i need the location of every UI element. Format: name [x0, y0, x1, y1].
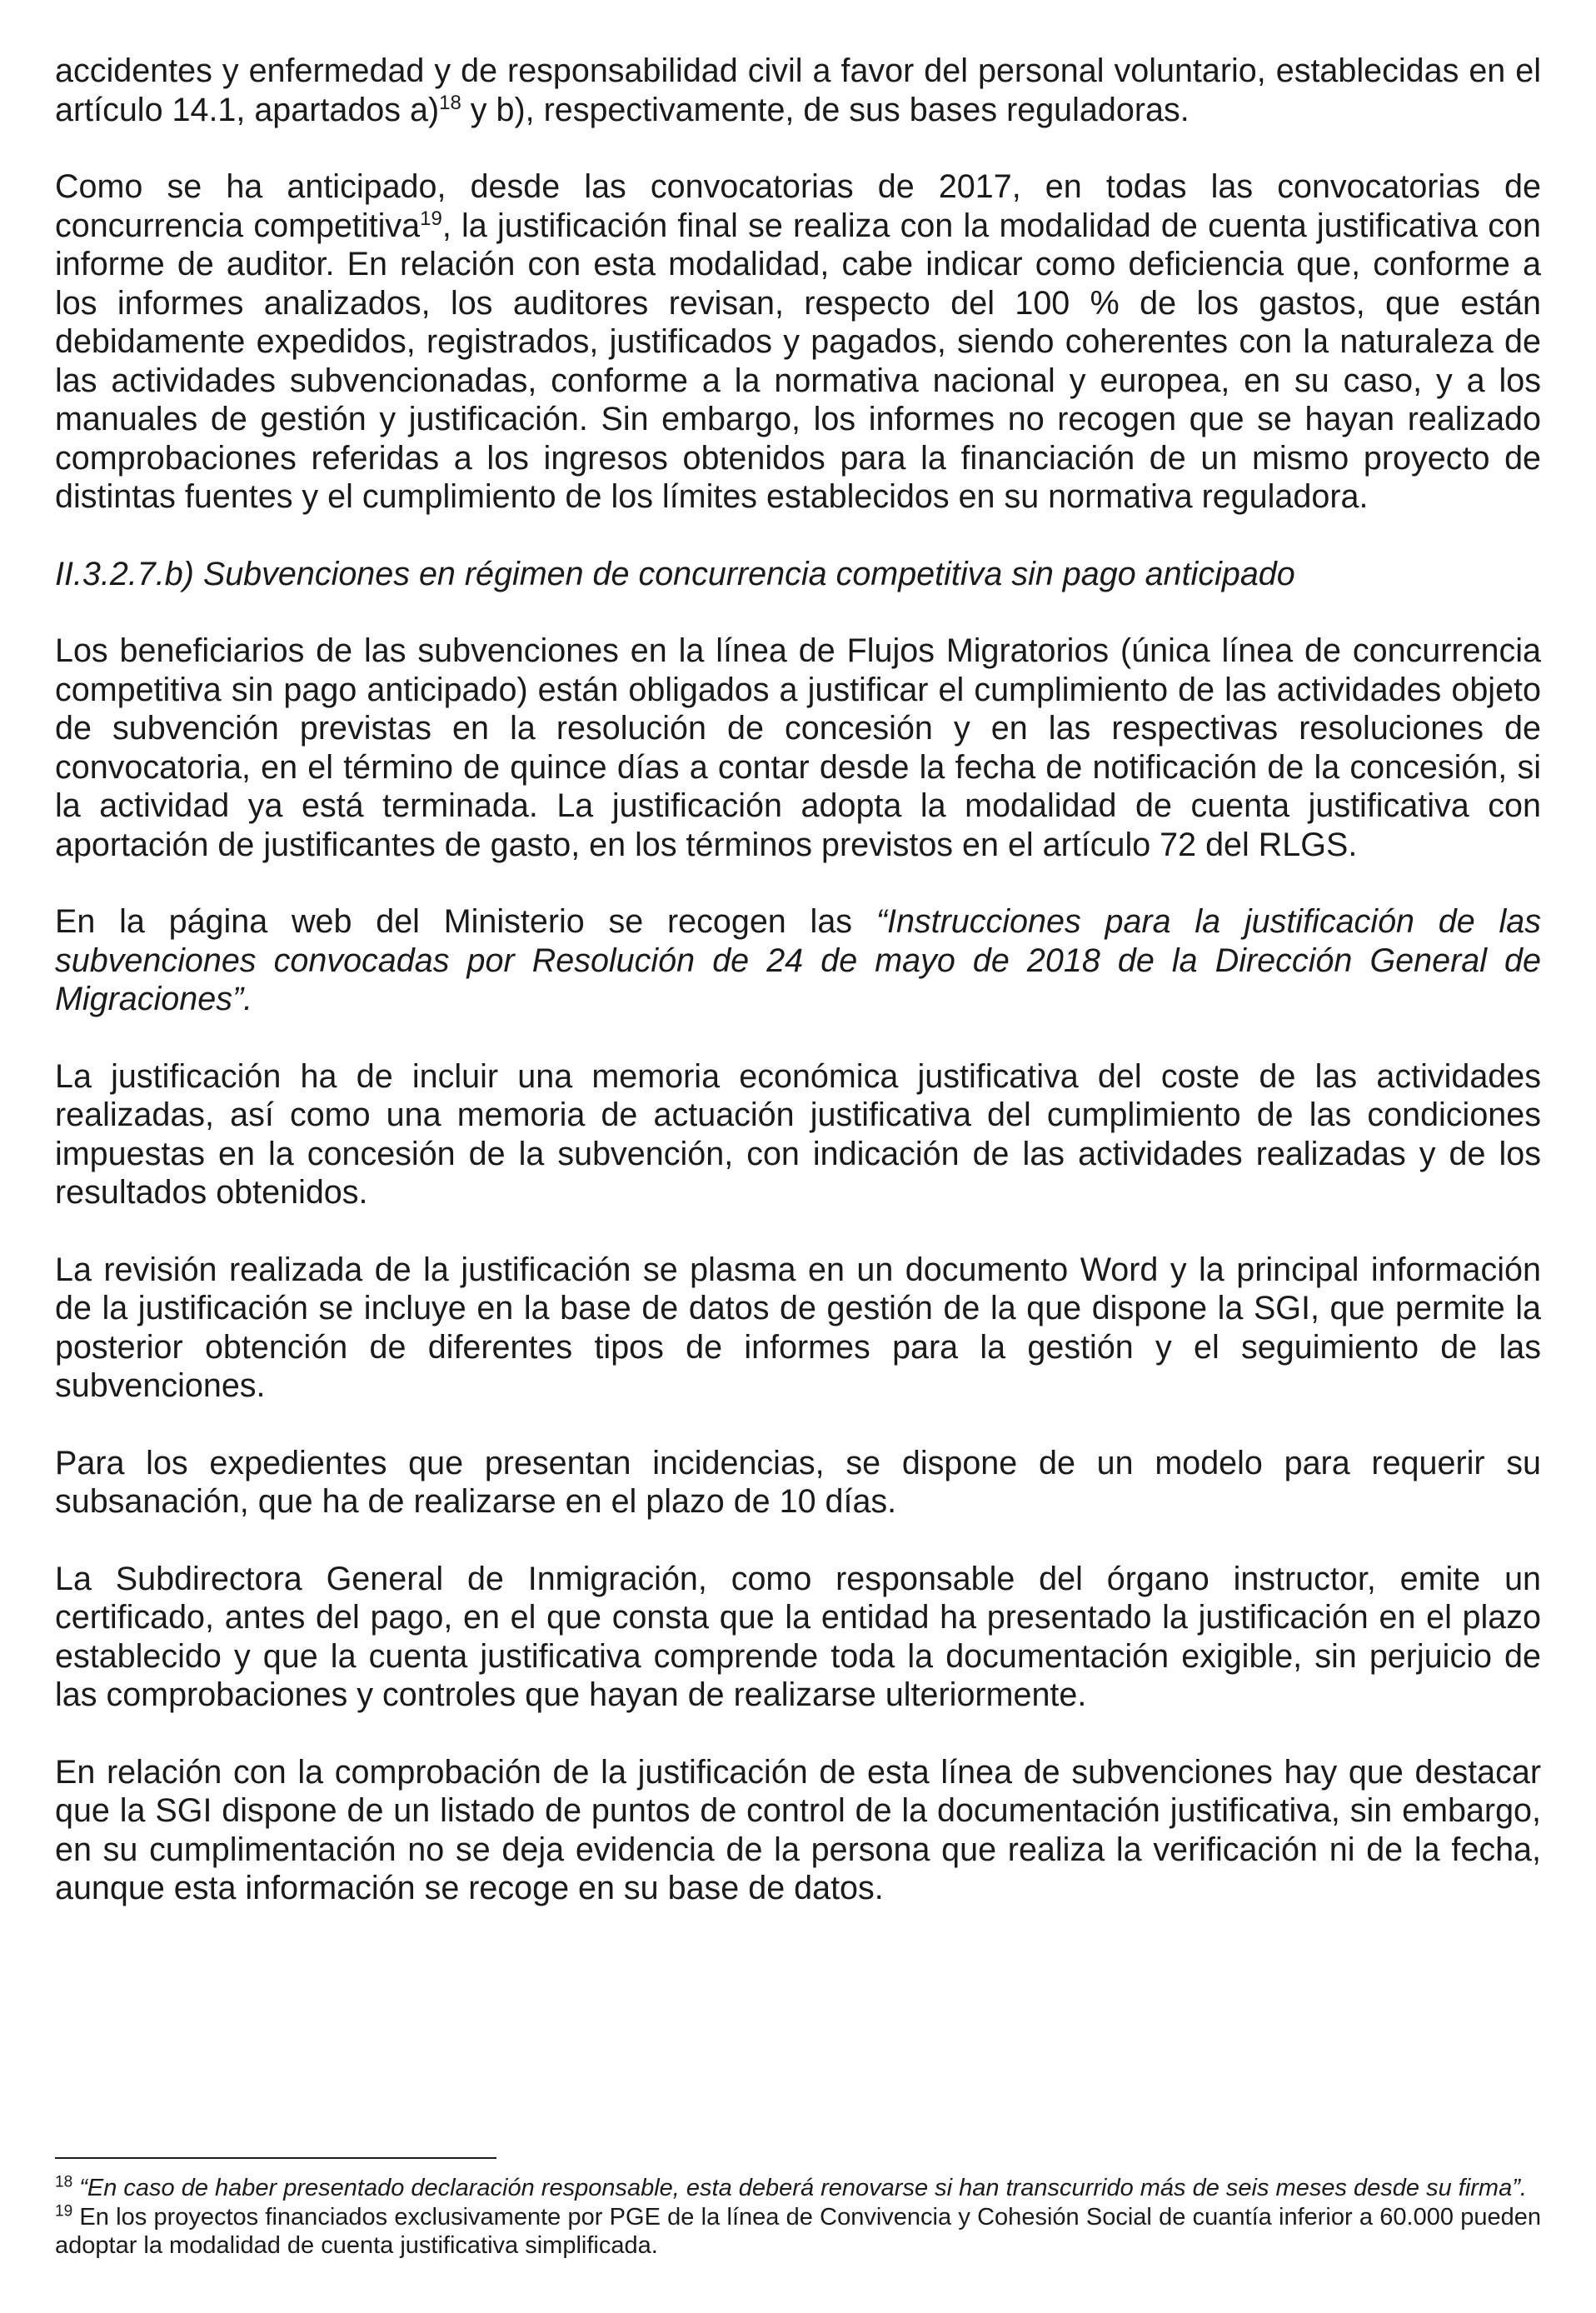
paragraph-4-text-a: En la página web del Ministerio se recogen las [55, 903, 876, 940]
paragraph-9: En relación con la comprobación de la justificación de esta línea de subvenciones hay que destacar que la SGI dispone de un listado de puntos de control de la documentación justificativa, sin embargo, en su cumplimentación no se deja evidencia de la persona que realiza la verificación ni de la fecha, aunque esta información se recoge en su base de datos. [55, 1753, 1541, 1906]
footnote-number: 19 [55, 2201, 73, 2220]
paragraph-6: La revisión realizada de la justificación se plasma en un documento Word y la principal información de la justificación se incluye en la base de datos de gestión de la que dispone la SGI, que permite la posterior obtención de diferentes tipos de informes para la gestión y el seguimiento de las subvenciones. [55, 1251, 1541, 1404]
footnote-number: 18 [55, 2173, 73, 2191]
paragraph-2-text-b: , la justificación final se realiza con la modalidad de cuenta justificativa con informe de auditor. En relación con esta modalidad, cabe indicar como deficiencia que, conforme a los informes analizados, los auditores revisan, respecto del 100 % de los gastos, que están debidamente expedidos, registrados, justificados y pagados, siendo coherentes con la naturaleza de las actividades subvencionadas, conforme a la normativa nacional y europea, en su caso, y a los manuales de gestión y justificación. Sin embargo, los informes no recogen que se hayan realizado comprobaciones referidas a los ingresos obtenidos para la financiación de un mismo proyecto de distintas fuentes y el cumplimiento de los límites establecidos en su normativa reguladora. [55, 207, 1541, 515]
footnote-19 [55, 2203, 1541, 2261]
footnote-divider [55, 2157, 496, 2159]
paragraph-5: La justificación ha de incluir una memoria económica justificativa del coste de las actividades realizadas, así como una memoria de actuación justificativa del cumplimiento de las condiciones impuestas en la concesión de la subvención, con indicación de las actividades realizadas y de los resultados obtenidos. [55, 1057, 1541, 1211]
paragraph-2 [55, 167, 1541, 517]
footnote-ref-18[interactable]: 18 [439, 91, 461, 114]
paragraph-1-text-a: accidentes y enfermedad y de responsabilidad civil a favor del personal voluntario, establecidas en el artículo 14.1, apartados a) [55, 52, 1541, 128]
paragraph-4 [55, 902, 1541, 1019]
paragraph-1 [55, 52, 1541, 129]
footnote-18 [55, 2174, 1541, 2203]
section-heading: II.3.2.7.b) Subvenciones en régimen de concurrencia competitiva sin pago anticipado [55, 555, 1295, 592]
paragraph-3: Los beneficiarios de las subvenciones en la línea de Flujos Migratorios (única línea de concurrencia competitiva sin pago anticipado) están obligados a justificar el cumplimiento de las actividades objeto de subvención previstas en la resolución de concesión y en las respectivas resoluciones de convocatoria, en el término de quince días a contar desde la fecha de notificación de la concesión, si la actividad ya está terminada. La justificación adopta la modalidad de cuenta justificativa con aportación de justificantes de gasto, en los términos previstos en el artículo 72 del RLGS. [55, 632, 1541, 863]
paragraph-8: La Subdirectora General de Inmigración, como responsable del órgano instructor, emite un certificado, antes del pago, en el que consta que la entidad ha presentado la justificación en el plazo establecido y que la cuenta justificativa comprende toda la documentación exigible, sin perjuicio de las comprobaciones y controles que hayan de realizarse ulteriormente. [55, 1560, 1541, 1713]
document-body [55, 52, 1541, 1946]
footnote-ref-19[interactable]: 19 [420, 207, 442, 230]
paragraph-2-text-a: Como se ha anticipado, desde las convocatorias de 2017, en todas las convocatorias de concurrencia competitiva [55, 168, 1541, 244]
footnote-text: “En caso de haber presentado declaración responsable, esta deberá renovarse si han transcurrido más de seis meses desde su firma”. [79, 2175, 1527, 2201]
paragraph-1-text-b: y b), respectivamente, de sus bases reguladoras. [461, 91, 1190, 128]
footnotes [55, 2157, 1541, 2261]
paragraph-4-quote: “Instrucciones para la justificación de las subvenciones convocadas por Resolución de 24 de mayo de 2018 de la Dirección General de Migraciones”. [55, 903, 1541, 1017]
footnote-text: En los proyectos financiados exclusivamente por PGE de la línea de Convivencia y Cohesión Social de cuantía inferior a 60.000 pueden adoptar la modalidad de cuenta justificativa simplificada. [55, 2203, 1542, 2259]
paragraph-7: Para los expedientes que presentan incidencias, se dispone de un modelo para requerir su subsanación, que ha de realizarse en el plazo de 10 días. [55, 1444, 1541, 1520]
